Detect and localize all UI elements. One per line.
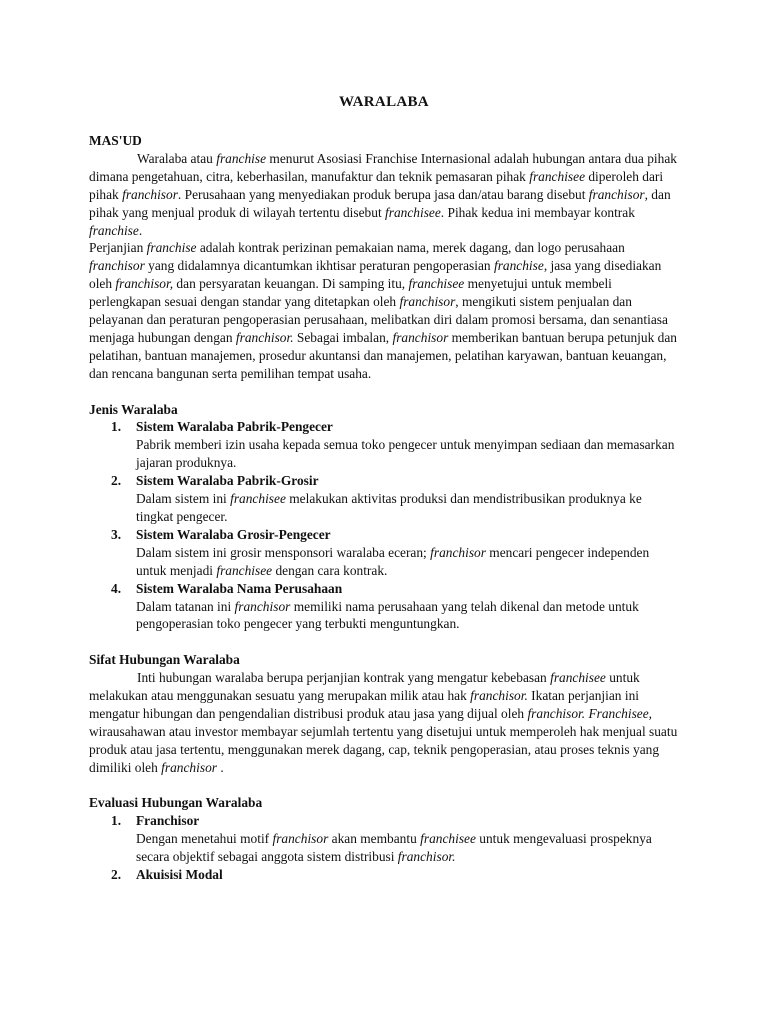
- text-segment: Perjanjian: [89, 240, 147, 256]
- sifat-paragraph: [89, 669, 679, 776]
- list-number: 1.: [111, 419, 122, 435]
- italic-term: franchisee: [230, 491, 286, 507]
- text-segment: wirausahawan atau investor membayar sejumlah tertentu yang disetujui untuk memperoleh hak menjual suatu produk atau jasa tertentu, menggunakan merek dagang, cap, teknik pengoperasian, atau proses teknis yang dimiliki oleh: [89, 723, 678, 775]
- list-item-description: [136, 436, 679, 472]
- italic-term: franchisee: [408, 276, 465, 292]
- italic-term: franchisee: [550, 670, 606, 686]
- text-segment: . Pihak kedua ini membayar kontrak: [440, 204, 635, 220]
- italic-term: franchisor.: [235, 329, 294, 345]
- italic-term: franchisor: [430, 544, 486, 560]
- author-name: MAS'UD: [89, 133, 142, 148]
- italic-term: franchisor: [588, 186, 645, 202]
- list-item-description: [136, 830, 679, 866]
- list-item: [89, 418, 679, 472]
- list-number: 3.: [111, 526, 122, 542]
- italic-term: franchisor. Franchisee,: [527, 705, 653, 721]
- text-segment: menurut Asosiasi Franchise Internasional adalah hubungan antara dua pihak dimana pengetahuan, citra, keberhasilan, manufaktur dan teknik pemasaran pihak: [89, 150, 677, 184]
- spacer: [89, 383, 679, 401]
- text-segment: dengan cara kontrak.: [272, 562, 388, 578]
- italic-term: franchise: [216, 150, 267, 166]
- italic-term: franchisor: [392, 329, 449, 345]
- text-segment: .: [138, 222, 143, 238]
- text-segment: adalah kontrak perizinan pemakaian nama, merek dagang, dan logo perusahaan: [196, 240, 625, 256]
- text-segment: Inti hubungan waralaba berupa perjanjian kontrak yang mengatur kebebasan: [137, 670, 551, 686]
- italic-term: franchisee: [216, 562, 273, 578]
- list-item: [89, 580, 679, 634]
- text-segment: , jasa yang disediakan oleh: [89, 258, 662, 292]
- text-segment: Dalam sistem ini grosir mensponsori waralaba eceran;: [136, 544, 431, 560]
- text-segment: menyetujui untuk membeli perlengkapan sesuai dengan standar yang ditetapkan oleh: [89, 276, 612, 310]
- list-number: 2.: [111, 473, 122, 489]
- text-segment: Dengan menetahui motif: [136, 831, 273, 847]
- spacer: [89, 633, 679, 651]
- list-item-description: [136, 490, 679, 526]
- text-segment: Ikatan perjanjian ini mengatur hibungan dan pengendalian distribusi produk atau jasa yang dijual oleh: [89, 688, 639, 721]
- italic-term: franchise: [493, 258, 544, 274]
- italic-term: franchisor: [272, 831, 329, 847]
- text-segment: Waralaba atau: [137, 150, 217, 166]
- section-heading-jenis: Jenis Waralaba: [89, 401, 178, 417]
- list-item: [89, 812, 679, 866]
- list-item-title: Sistem Waralaba Grosir-Pengecer: [136, 526, 331, 542]
- list-item-description: [136, 544, 679, 580]
- spacer: [89, 777, 679, 795]
- text-segment: Sebagai imbalan,: [293, 329, 393, 345]
- list-item-description: [136, 598, 679, 634]
- list-item: [89, 866, 679, 884]
- italic-term: franchisor: [234, 598, 291, 614]
- list-item-title: Sistem Waralaba Pabrik-Grosir: [136, 473, 319, 489]
- italic-term: franchisor,: [115, 276, 174, 292]
- intro-paragraph-2: [89, 239, 679, 382]
- text-segment: diperoleh dari pihak: [89, 168, 664, 202]
- text-segment: . Perusahaan yang menyediakan produk berupa jasa dan/atau barang disebut: [177, 186, 589, 202]
- italic-term: franchisor: [399, 294, 456, 310]
- italic-term: franchise: [146, 240, 197, 256]
- list-item-title: Sistem Waralaba Pabrik-Pengecer: [136, 419, 333, 435]
- text-segment: memiliki nama perusahaan yang telah dikenal dan metode untuk pengoperasian toko pengecer yang terbukti menguntungkan.: [136, 598, 639, 632]
- evaluasi-list: [89, 812, 679, 884]
- text-segment: akan membantu: [328, 831, 421, 847]
- document-title: WARALABA: [339, 94, 429, 110]
- list-item: [89, 472, 679, 526]
- document-body: [89, 132, 679, 884]
- list-item-title: Akuisisi Modal: [136, 867, 223, 883]
- text-segment: Pabrik memberi izin usaha kepada semua toko pengecer untuk menyimpan sediaan dan memasarkan jajaran produknya.: [136, 437, 675, 471]
- text-segment: yang didalamnya dicantumkan ikhtisar peraturan pengoperasian: [144, 258, 494, 274]
- italic-term: franchisor.: [397, 849, 456, 865]
- list-number: 1.: [111, 813, 122, 829]
- list-number: 4.: [111, 580, 122, 596]
- text-segment: .: [216, 759, 224, 775]
- italic-term: franchisor: [89, 258, 145, 274]
- text-segment: memberikan bantuan berupa petunjuk dan pelatihan, bantuan manajemen, prosedur akuntansi dan manajemen, pelatihan karyawan, bantuan keuangan, dan rencana bangunan serta pemilihan tempat usaha.: [89, 329, 677, 381]
- text-segment: mencari pengecer independen untuk menjadi: [136, 544, 650, 578]
- text-segment: melakukan aktivitas produksi dan mendistribusikan produknya ke tingkat pengecer.: [136, 491, 642, 525]
- italic-term: franchisor.: [470, 688, 528, 704]
- text-segment: untuk melakukan atau menggunakan sesuatu yang merupakan milik atau hak: [89, 670, 640, 704]
- italic-term: franchisor: [161, 759, 217, 775]
- text-segment: , mengikuti sistem penjualan dan pelayanan dan peraturan pengoperasian perusahaan, melibatkan diri dalam promosi bersama, dan senantiasa menjaga hubungan dengan: [89, 294, 668, 345]
- list-item: [89, 526, 679, 580]
- italic-term: franchisor: [122, 186, 178, 202]
- list-item-title: Franchisor: [136, 813, 200, 829]
- list-item-title: Sistem Waralaba Nama Perusahaan: [136, 580, 343, 596]
- italic-term: franchisee: [529, 168, 586, 184]
- section-heading-sifat: Sifat Hubungan Waralaba: [89, 652, 240, 668]
- italic-term: franchise: [89, 222, 139, 238]
- text-segment: dan persyaratan keuangan. Di samping itu,: [173, 276, 409, 292]
- text-segment: , dan pihak yang menjual produk di wilayah tertentu disebut: [89, 186, 671, 220]
- section-heading-evaluasi: Evaluasi Hubungan Waralaba: [89, 795, 263, 811]
- intro-paragraph-1: [89, 150, 679, 240]
- italic-term: franchisee: [420, 831, 476, 847]
- text-segment: Dalam sistem ini: [136, 491, 231, 507]
- text-segment: untuk mengevaluasi prospeknya secara objektif sebagai anggota sistem distribusi: [136, 831, 652, 865]
- jenis-list: [89, 418, 679, 633]
- text-segment: Dalam tatanan ini: [136, 598, 235, 614]
- italic-term: franchisee: [385, 204, 441, 220]
- list-number: 2.: [111, 867, 122, 883]
